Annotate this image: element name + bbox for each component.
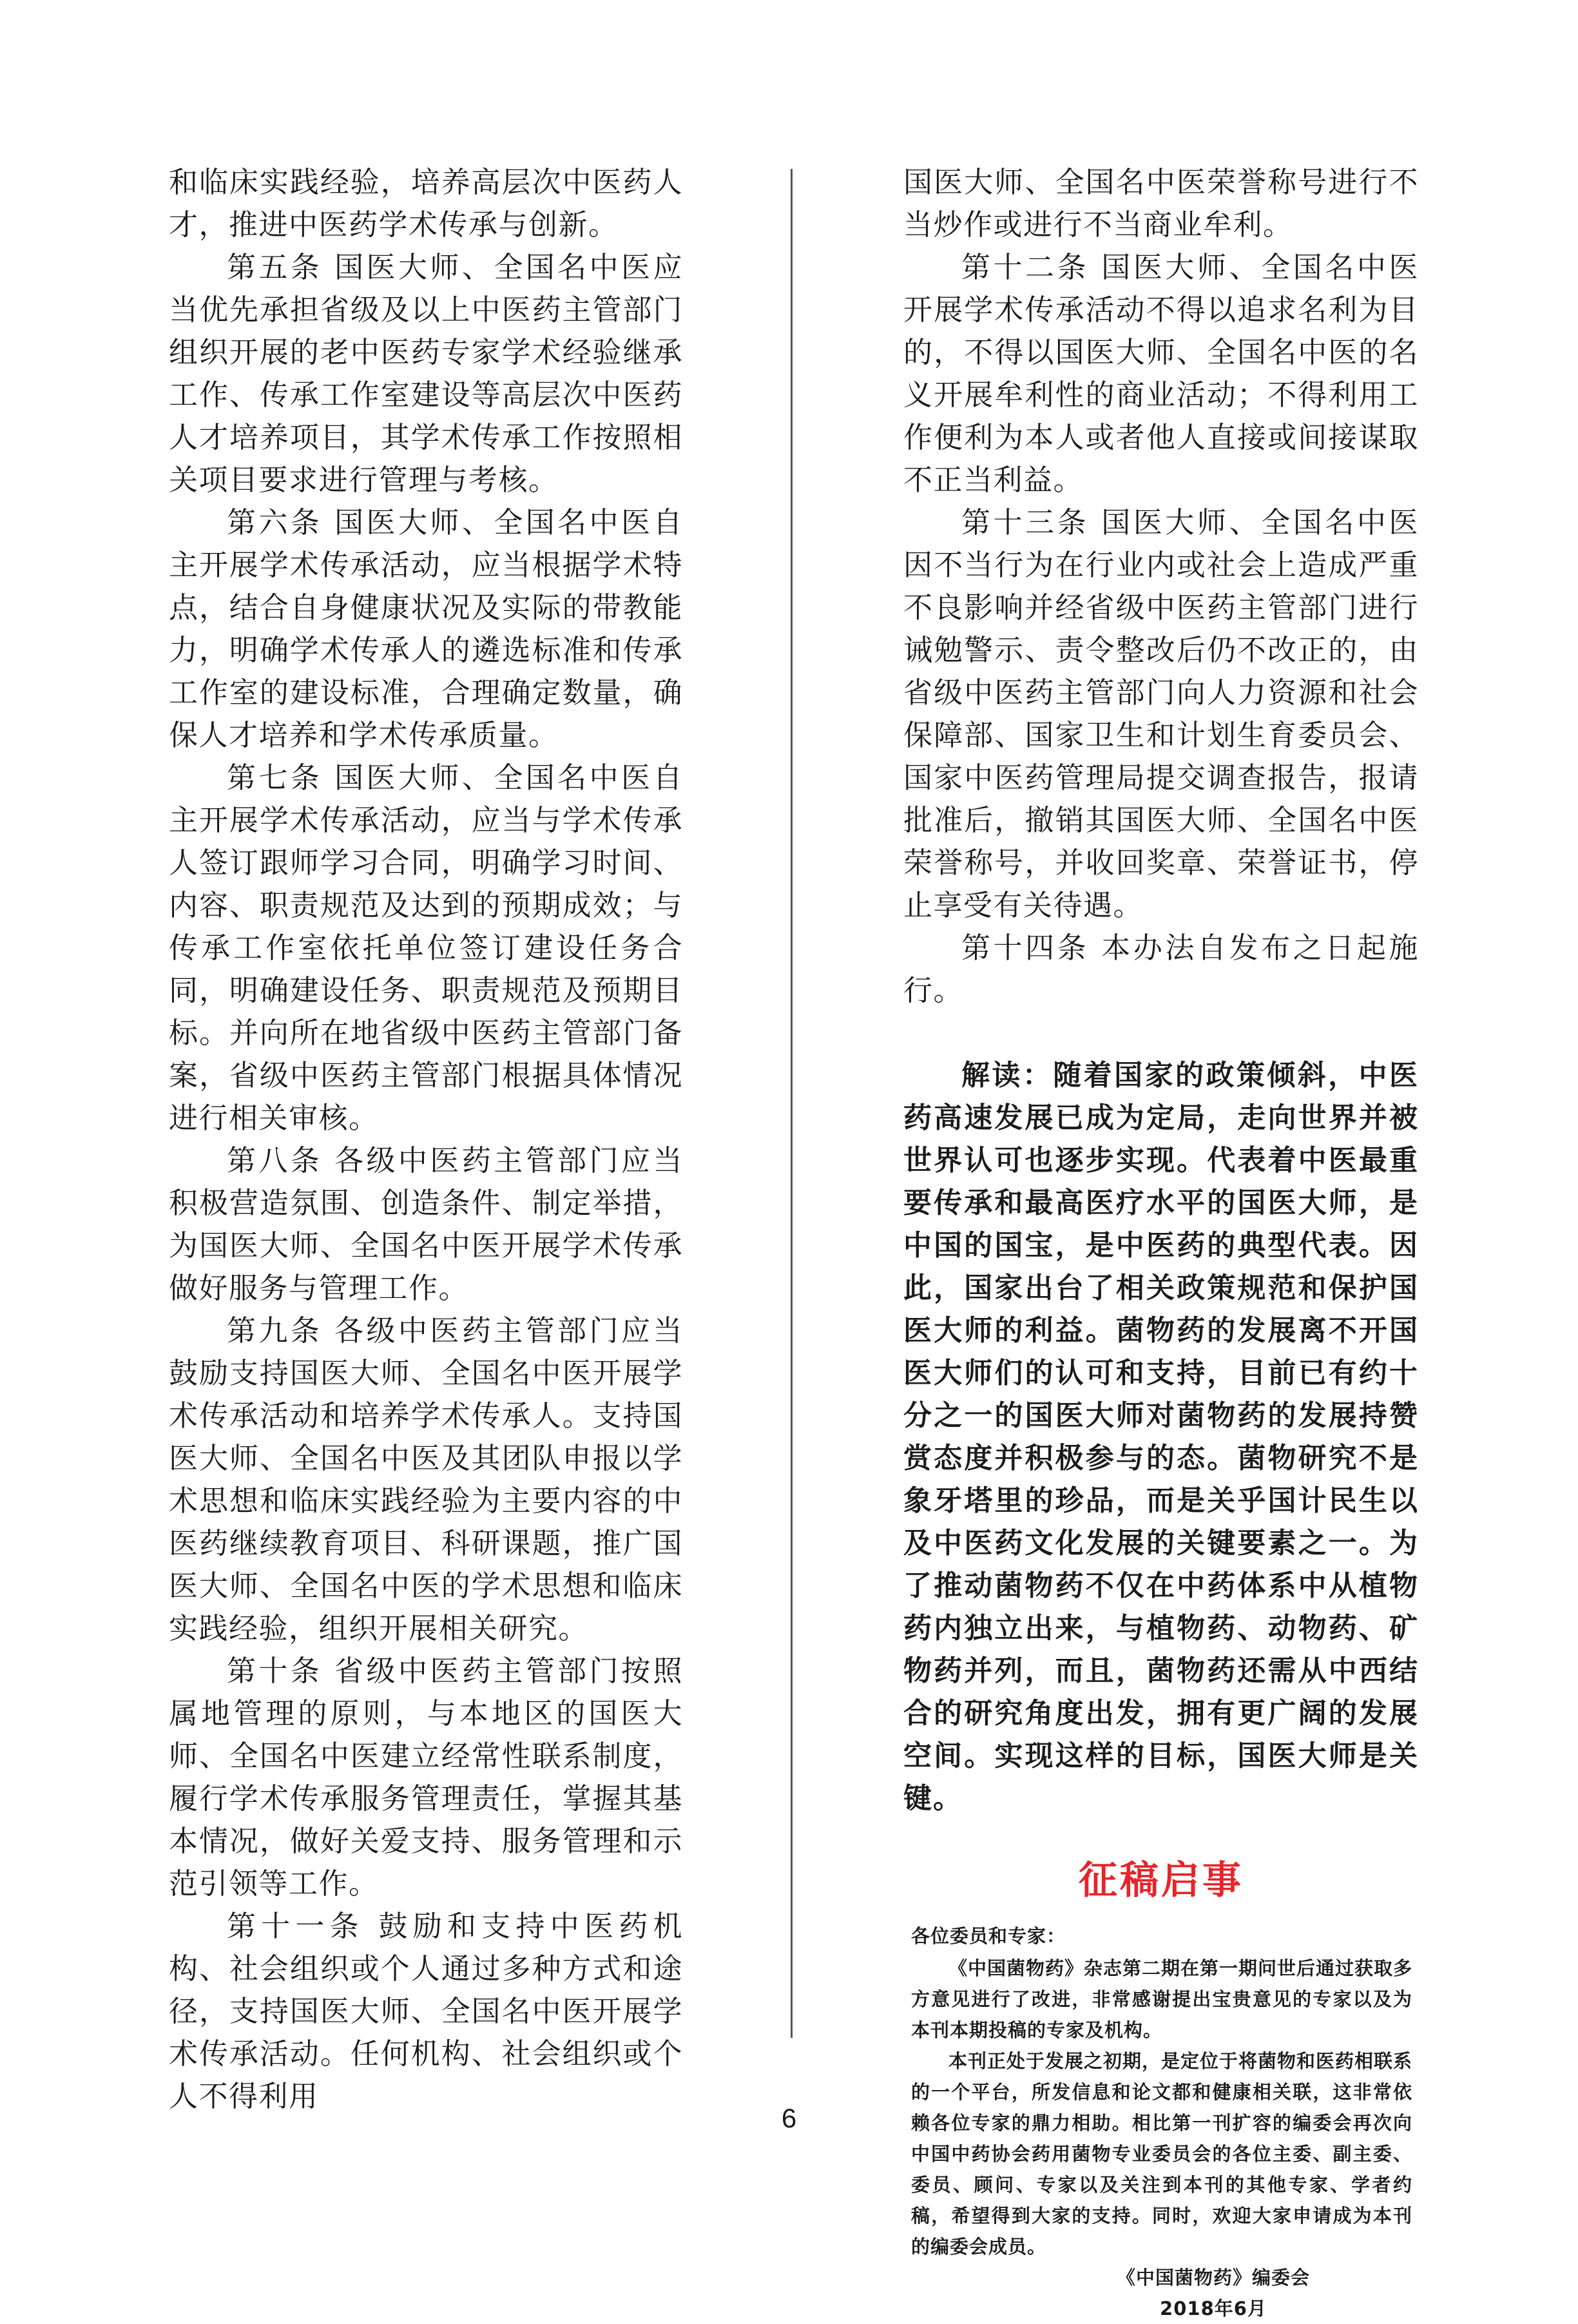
column-divider [791,169,793,2038]
right-column [903,161,1419,2324]
article-paragraph-9: 第九条 各级中医药主管部门应当鼓励支持国医大师、全国名中医开展学术传承活动和培养学术传承人。支持国医大师、全国名中医及其团队申报以学术思想和临床实践经验为主要内容的中医药继续教育项目、科研课题，推广国医大师、全国名中医的学术思想和临床实践经验，组织开展相关研究。 [169,1313,683,1645]
notice-paragraph: 本刊正处于发展之初期，是定位于将菌物和医药相联系的一个平台，所发信息和论文都和健康相关联，这非常依赖各位专家的鼎力相助。相比第一刊扩容的编委会再次向中国中药协会药用菌物专业委员会的各位主委、副主委、委员、顾问、专家以及关注到本刊的其他专家、学者约稿，希望得到大家的支持。同时，欢迎大家申请成为本刊的编委会成员。 [911,2050,1413,2258]
page-number: 6 [781,2103,797,2133]
notice-paragraph: 《中国菌物药》杂志第二期在第一期问世后通过获取多方意见进行了改进，非常感谢提出宝贵意见的专家以及为本刊本期投稿的专家及机构。 [911,1957,1413,2041]
article-paragraph-14: 第十四条 本办法自发布之日起施行。 [903,931,1419,1007]
article-paragraph-8: 第八条 各级中医药主管部门应当积极营造氛围、创造条件、制定举措，为国医大师、全国名中医开展学术传承做好服务与管理工作。 [169,1143,683,1305]
article-paragraph-continued: 国医大师、全国名中医荣誉称号进行不当炒作或进行不当商业牟利。 [903,165,1419,242]
notice-title: 征稿启事 [1079,1858,1244,1903]
article-paragraph-10: 第十条 省级中医药主管部门按照属地管理的原则，与本地区的国医大师、全国名中医建立经常性联系制度，履行学术传承服务管理责任，掌握其基本情况，做好关爱支持、服务管理和示范引领等工作。 [169,1654,683,1901]
article-paragraph-5: 第五条 国医大师、全国名中医应当优先承担省级及以上中医药主管部门组织开展的老中医药专家学术经验继承工作、传承工作室建设等高层次中医药人才培养项目，其学术传承工作按照相关项目要求进行管理与考核。 [169,250,683,497]
article-paragraph-13: 第十三条 国医大师、全国名中医因不当行为在行业内或社会上造成严重不良影响并经省级中医药主管部门进行诫勉警示、责令整改后仍不改正的，由省级中医药主管部门向人力资源和社会保障部、国家卫生和计划生育委员会、国家中医药管理局提交调查报告，报请批准后，撤销其国医大师、全国名中医荣誉称号，并收回奖章、荣誉证书，停止享受有关待遇。 [903,505,1419,922]
article-paragraph-11: 第十一条 鼓励和支持中医药机构、社会组织或个人通过多种方式和途径，支持国医大师、全国名中医开展学术传承活动。任何机构、社会组织或个人不得利用 [169,1909,683,2113]
notice-signature: 《中国菌物药》编委会 [1116,2267,1310,2289]
article-paragraph-12: 第十二条 国医大师、全国名中医开展学术传承活动不得以追求名利为目的，不得以国医大师、全国名中医的名义开展牟利性的商业活动；不得利用工作便利为本人或者他人直接或间接谋取不正当利益。 [903,250,1419,497]
notice-date: 2018年6月 [1160,2298,1267,2319]
article-paragraph-7: 第七条 国医大师、全国名中医自主开展学术传承活动，应当与学术传承人签订跟师学习合同，明确学习时间、内容、职责规范及达到的预期成效；与传承工作室依托单位签订建设任务合同，明确建设任务、职责规范及预期目标。并向所在地省级中医药主管部门备案，省级中医药主管部门根据具体情况进行相关审核。 [169,760,683,1135]
left-column [169,161,683,2118]
article-paragraph-6: 第六条 国医大师、全国名中医自主开展学术传承活动，应当根据学术特点，结合自身健康状况及实际的带教能力，明确学术传承人的遴选标准和传承工作室的建设标准，合理确定数量，确保人才培养和学术传承质量。 [169,505,683,752]
article-paragraph: 和临床实践经验，培养高层次中医药人才，推进中医药学术传承与创新。 [169,165,683,242]
notice-salutation: 各位委员和专家： [911,1925,1066,1947]
interpretation-paragraph: 解读：随着国家的政策倾斜，中医药高速发展已成为定局，走向世界并被世界认可也逐步实现。代表着中医最重要传承和最高医疗水平的国医大师，是中国的国宝，是中医药的典型代表。因此，国家出台了相关政策规范和保护国医大师的利益。菌物药的发展离不开国医大师们的认可和支持，目前已有约十分之一的国医大师对菌物药的发展持赞赏态度并积极参与的态。菌物研究不是象牙塔里的珍品，而是关乎国计民生以及中医药文化发展的关键要素之一。为了推动菌物药不仅在中药体系中从植物药内独立出来，与植物药、动物药、矿物药并列，而且，菌物药还需从中西结合的研究角度出发，拥有更广阔的发展空间。实现这样的目标，国医大师是关键。 [903,1059,1419,1815]
